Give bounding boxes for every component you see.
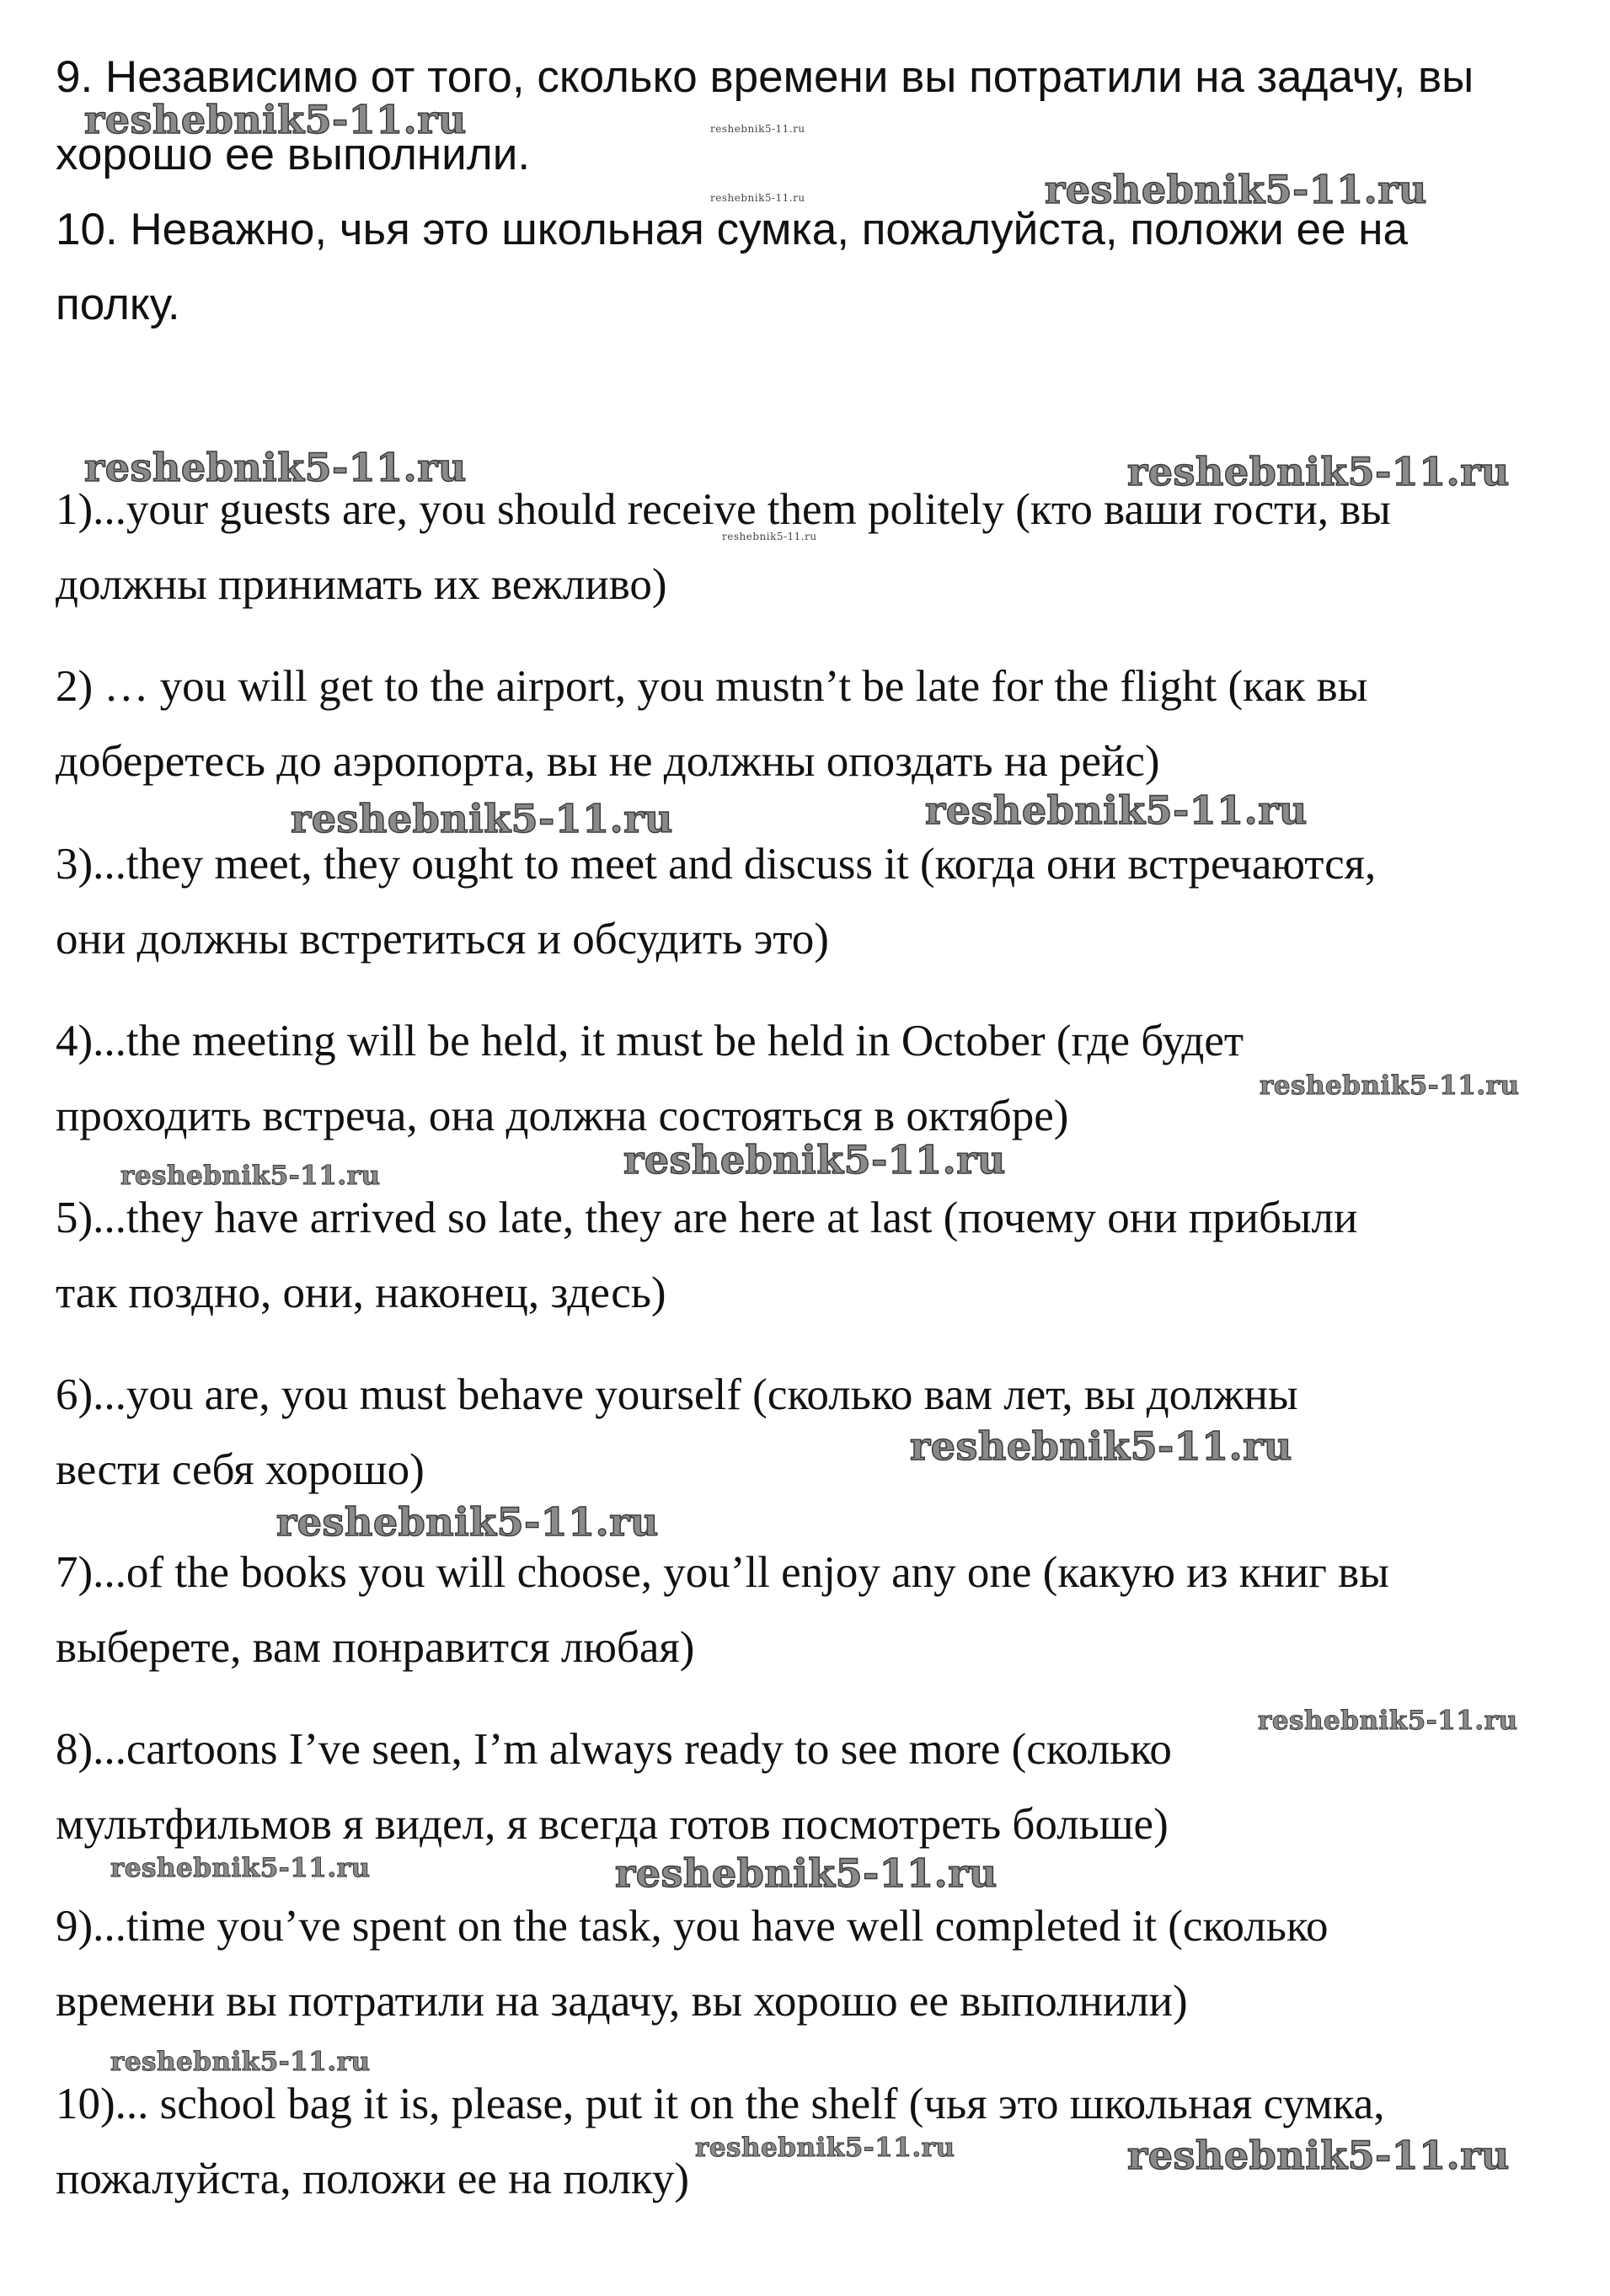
ru-sentence-10-line-1: 10. Неважно, чья это школьная сумка, пожалуйста, положи ее на xyxy=(56,205,1408,254)
watermark-small: reshebnik5-11.ru xyxy=(710,123,805,135)
answer-7-line-2: выберете, вам понравится любая) xyxy=(56,1623,695,1672)
watermark: reshebnik5-11.ru xyxy=(84,97,467,142)
answer-7-line-1: 7)...of the books you will choose, you’ll enjoy any one (какую из книг вы xyxy=(56,1548,1389,1597)
watermark-small: reshebnik5-11.ru xyxy=(710,192,805,204)
watermark: reshebnik5-11.ru xyxy=(910,1423,1292,1469)
ru-sentence-10-line-2: полку. xyxy=(56,280,180,329)
answer-1-line-2: должны принимать их вежливо) xyxy=(56,560,667,609)
answer-3-line-2: они должны встретиться и обсудить это) xyxy=(56,915,829,964)
answer-4-line-1: 4)...the meeting will be held, it must be held in October (где будет xyxy=(56,1017,1244,1065)
ru-sentence-9-line-2: хорошо ее выполнили. xyxy=(56,130,531,179)
watermark: reshebnik5-11.ru xyxy=(291,796,673,841)
answer-8-line-2: мультфильмов я видел, я всегда готов посмотреть больше) xyxy=(56,1800,1169,1849)
watermark: reshebnik5-11.ru xyxy=(120,1161,381,1191)
answer-6-line-1: 6)...you are, you must behave yourself (сколько вам лет, вы должны xyxy=(56,1370,1298,1419)
answer-2-line-2: доберетесь до аэропорта, вы не должны опоздать на рейс) xyxy=(56,737,1160,786)
answer-8-line-1: 8)...cartoons I’ve seen, I’m always ready to see more (сколько xyxy=(56,1725,1172,1774)
watermark: reshebnik5-11.ru xyxy=(623,1137,1006,1183)
answer-3-line-1: 3)...they meet, they ought to meet and discuss it (когда они встречаются, xyxy=(56,840,1377,889)
watermark: reshebnik5-11.ru xyxy=(1260,1071,1520,1101)
watermark: reshebnik5-11.ru xyxy=(925,788,1308,833)
answer-9-line-1: 9)...time you’ve spent on the task, you have well completed it (сколько xyxy=(56,1902,1329,1951)
answer-9-line-2: времени вы потратили на задачу, вы хорошо ее выполнили) xyxy=(56,1977,1188,2026)
watermark: reshebnik5-11.ru xyxy=(84,445,467,490)
answer-10-line-2: пожалуйста, положи ее на полку) xyxy=(56,2155,690,2203)
answer-5-line-1: 5)...they have arrived so late, they are here at last (почему они прибыли xyxy=(56,1193,1358,1242)
watermark: reshebnik5-11.ru xyxy=(1045,167,1427,212)
ru-sentence-9-line-1: 9. Независимо от того, сколько времени вы потратили на задачу, вы xyxy=(56,52,1474,102)
watermark: reshebnik5-11.ru xyxy=(276,1499,659,1545)
answer-10-line-1: 10)... school bag it is, please, put it on the shelf (чья это школьная сумка, xyxy=(56,2080,1385,2128)
answer-2-line-1: 2) … you will get to the airport, you mustn’t be late for the flight (как вы xyxy=(56,662,1368,711)
watermark: reshebnik5-11.ru xyxy=(1258,1706,1518,1736)
watermark: reshebnik5-11.ru xyxy=(695,2133,955,2163)
answer-4-line-2: проходить встреча, она должна состояться в октябре) xyxy=(56,1092,1069,1140)
watermark: reshebnik5-11.ru xyxy=(110,1853,371,1883)
watermark: reshebnik5-11.ru xyxy=(1127,2133,1510,2178)
watermark: reshebnik5-11.ru xyxy=(110,2047,371,2077)
watermark-small: reshebnik5-11.ru xyxy=(722,531,817,542)
answer-5-line-2: так поздно, они, наконец, здесь) xyxy=(56,1268,666,1317)
watermark: reshebnik5-11.ru xyxy=(615,1850,998,1896)
watermark: reshebnik5-11.ru xyxy=(1127,449,1510,494)
answer-1-line-1: 1)...your guests are, you should receive them politely (кто ваши гости, вы xyxy=(56,485,1391,534)
answer-6-line-2: вести себя хорошо) xyxy=(56,1445,425,1494)
